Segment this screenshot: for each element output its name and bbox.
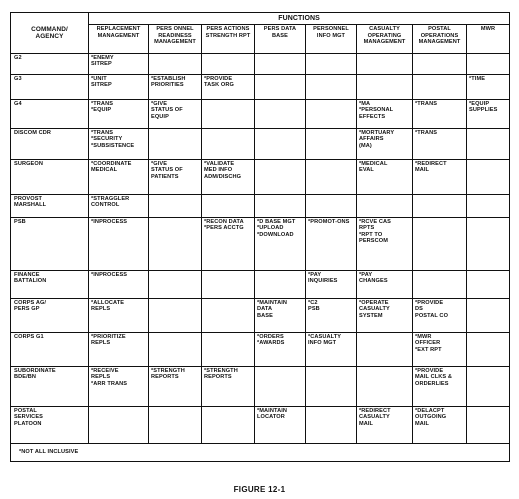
column-header (255, 25, 306, 54)
matrix-cell (89, 100, 149, 129)
matrix-cell (467, 195, 510, 218)
matrix-cell (89, 75, 149, 100)
cell-text-line: *RPT TO (359, 231, 383, 238)
cell-text-line: RPTS (359, 225, 375, 232)
cell-text-line: G3 (14, 76, 22, 82)
row-label-cell (11, 54, 89, 75)
cell-text-line: PERSCOM (359, 238, 388, 245)
matrix-cell (255, 195, 306, 218)
matrix-cell (202, 407, 255, 444)
cell-text-line: *PRIORITIZE (91, 334, 126, 340)
matrix-cell (89, 195, 149, 218)
cell-text-line: REPLS (91, 374, 111, 381)
cell-text-line: *EQUIP (91, 107, 112, 114)
footnote: *NOT ALL INCLUSIVE (11, 444, 510, 462)
cell-text-line: AFFAIRS (359, 136, 384, 143)
column-header (357, 25, 413, 54)
cell-text-line: G4 (14, 101, 22, 107)
matrix-cell (413, 195, 467, 218)
figure-caption: FIGURE 12-1 (233, 485, 286, 494)
cell-text-line: *ARR TRANS (91, 380, 128, 387)
cell-text-line: MARSHALL (14, 202, 47, 209)
cell-text-line: *PAY (359, 272, 373, 278)
row-label-cell (11, 407, 89, 444)
cell-text-line: STATUS OF (151, 167, 183, 174)
functions-header: FUNCTIONS (89, 13, 510, 25)
cell-text-line: CASUALTY (369, 26, 400, 32)
matrix-cell (255, 407, 306, 444)
cell-text-line: POSTAL (428, 26, 451, 32)
cell-text-line: DS (415, 306, 423, 313)
cell-text-line: REPORTS (204, 374, 232, 381)
matrix-cell (306, 54, 357, 75)
matrix-cell (306, 160, 357, 195)
matrix-cell (202, 100, 255, 129)
cell-text-line: FINANCE (14, 272, 40, 278)
matrix-cell (413, 75, 467, 100)
cell-text-line: OPERATIONS (420, 32, 459, 39)
matrix-cell (357, 407, 413, 444)
functions-matrix-document (10, 12, 509, 462)
row-label-cell (11, 271, 89, 299)
matrix-cell (357, 195, 413, 218)
cell-text-line: G2 (14, 55, 22, 61)
cell-text-line: *STRAGGLER (91, 196, 130, 202)
matrix-cell (306, 271, 357, 299)
matrix-cell (202, 54, 255, 75)
matrix-cell (255, 54, 306, 75)
cell-text-line: *GIVE (151, 101, 168, 107)
matrix-cell (89, 218, 149, 271)
row-label-cell (11, 218, 89, 271)
matrix-cell (306, 100, 357, 129)
table-row (11, 160, 510, 195)
matrix-cell (89, 160, 149, 195)
cell-text-line: REPLS (91, 306, 111, 313)
cell-text-line: INFO MGT (316, 32, 346, 39)
cell-text-line: *ALLOCATE (91, 300, 125, 306)
cell-text-line: *ENEMY (91, 55, 114, 61)
matrix-cell (149, 100, 202, 129)
cell-text-line: *RECON DATA (204, 219, 244, 225)
cell-text-line: *SECURITY (91, 136, 123, 143)
cell-text-line: *C2 (308, 300, 318, 306)
cell-text-line: BDE/BN (14, 374, 37, 381)
matrix-cell (467, 100, 510, 129)
cell-text-line: PERS ONNEL (156, 26, 194, 32)
matrix-cell (413, 218, 467, 271)
table-row (11, 129, 510, 160)
cell-text-line: CASUALTY (359, 414, 390, 421)
cell-text-line: SITREP (91, 61, 112, 68)
cell-text-line: *UPLOAD (257, 225, 284, 232)
cell-text-line: *STRENGTH (204, 368, 238, 374)
cell-text-line: SURGEON (14, 161, 43, 167)
table-row (11, 299, 510, 333)
cell-text-line: CORPS G1 (14, 334, 44, 340)
cell-text-line: *COORDINATE (91, 161, 132, 167)
matrix-cell (306, 218, 357, 271)
matrix-cell (467, 129, 510, 160)
cell-text-line: EQUIP (151, 113, 169, 120)
matrix-cell (357, 299, 413, 333)
matrix-cell (202, 160, 255, 195)
matrix-cell (306, 195, 357, 218)
cell-text-line: PATIENTS (151, 173, 179, 180)
cell-text-line: *TRANS (91, 130, 114, 136)
cell-text-line: *EQUIP (469, 101, 490, 107)
cell-text-line: BASE (272, 32, 288, 39)
cell-text-line: CASUALTY (359, 306, 390, 313)
cell-text-line: *TRANS (415, 130, 438, 136)
matrix-cell (89, 407, 149, 444)
cell-text-line: PERS DATA (263, 26, 297, 32)
matrix-cell (255, 333, 306, 367)
cell-text-line: (MA) (359, 142, 372, 149)
matrix-cell (413, 160, 467, 195)
cell-text-line: *PROMOT-ONS (308, 219, 350, 225)
matrix-cell (149, 333, 202, 367)
cell-text-line: EFFECTS (359, 113, 386, 120)
matrix-cell (202, 367, 255, 407)
header-row-functions (11, 13, 510, 25)
matrix-cell (467, 333, 510, 367)
matrix-cell (357, 129, 413, 160)
matrix-cell (255, 218, 306, 271)
cell-text-line: LOCATOR (257, 414, 285, 421)
functions-matrix-table (10, 12, 510, 462)
cell-text-line: READINESS (158, 32, 192, 39)
table-row (11, 271, 510, 299)
cell-text-line: PERSONNEL (313, 26, 349, 32)
row-label-cell (11, 333, 89, 367)
cell-text-line: *GIVE (151, 161, 168, 167)
cell-text-line: *STRENGTH (151, 368, 185, 374)
matrix-cell (467, 218, 510, 271)
cell-text-line: *ORDERS (257, 334, 284, 340)
cell-text-line: SITREP (91, 82, 112, 89)
matrix-cell (202, 195, 255, 218)
table-row (11, 195, 510, 218)
matrix-cell (255, 160, 306, 195)
matrix-cell (413, 100, 467, 129)
cell-text-line: *PROVIDE (415, 300, 444, 306)
cell-text-line: CORPS AG/ (14, 300, 47, 306)
cell-text-line: *SUBSISTENCE (91, 142, 135, 149)
cell-text-line: *DELACPT (415, 408, 445, 414)
row-label-cell (11, 100, 89, 129)
matrix-cell (357, 54, 413, 75)
cell-text-line: *MWR (415, 334, 432, 340)
matrix-cell (255, 271, 306, 299)
matrix-cell (306, 333, 357, 367)
cell-text-line: CONTROL (91, 202, 120, 209)
matrix-cell (89, 54, 149, 75)
matrix-cell (306, 367, 357, 407)
table-row (11, 54, 510, 75)
column-header (413, 25, 467, 54)
row-label-cell (11, 299, 89, 333)
matrix-cell (202, 129, 255, 160)
cell-text-line: OPERATING (367, 32, 402, 39)
matrix-cell (357, 218, 413, 271)
cell-text-line: MAIL (415, 167, 430, 174)
matrix-cell (357, 271, 413, 299)
cell-text-line: MWR (480, 26, 496, 32)
matrix-cell (149, 195, 202, 218)
cell-text-line: DATA (257, 306, 273, 313)
matrix-cell (413, 367, 467, 407)
row-label-cell (11, 195, 89, 218)
cell-text-line: BATTALION (14, 278, 47, 285)
matrix-cell (149, 218, 202, 271)
cell-text-line: MEDICAL (91, 167, 118, 174)
cell-text-line: PERS GP (14, 306, 40, 313)
cell-text-line: MANAGEMENT (154, 39, 196, 46)
matrix-cell (202, 271, 255, 299)
cell-text-line: *TIME (469, 76, 486, 82)
cell-text-line: PSB (308, 306, 320, 313)
row-label-cell (11, 75, 89, 100)
matrix-cell (202, 218, 255, 271)
cell-text-line: COMMAND/ (31, 25, 68, 33)
cell-text-line: *D BASE MGT (257, 219, 296, 225)
matrix-cell (467, 54, 510, 75)
cell-text-line: PROVOST (14, 196, 43, 202)
matrix-cell (202, 75, 255, 100)
cell-text-line: *REDIRECT (359, 408, 391, 414)
matrix-cell (413, 129, 467, 160)
cell-text-line: *CASUALTY (308, 334, 342, 340)
cell-text-line: REPLACEMENT (96, 26, 141, 32)
cell-text-line: STRENGTH RPT (205, 32, 251, 39)
cell-text-line: *DOWNLOAD (257, 231, 294, 238)
matrix-cell (357, 100, 413, 129)
cell-text-line: INQUIRIES (308, 278, 338, 285)
footnote-row (11, 444, 510, 462)
cell-text-line: CHANGES (359, 278, 388, 285)
cell-text-line: *MAINTAIN (257, 300, 288, 306)
matrix-cell (467, 271, 510, 299)
cell-text-line: *INPROCESS (91, 272, 128, 278)
cell-text-line: SYSTEM (359, 312, 383, 319)
cell-text-line: MAIL CLKS & (415, 374, 453, 381)
matrix-cell (306, 407, 357, 444)
matrix-cell (357, 160, 413, 195)
matrix-cell (149, 407, 202, 444)
cell-text-line: ADM/DISCHG (204, 173, 242, 180)
row-label-cell (11, 129, 89, 160)
column-header (306, 25, 357, 54)
table-row (11, 333, 510, 367)
cell-text-line: INFO MGT (308, 340, 337, 347)
matrix-cell (467, 299, 510, 333)
cell-text-line: *MEDICAL (359, 161, 388, 167)
cell-text-line: SUBORDINATE (14, 368, 56, 374)
cell-text-line: MAIL (359, 420, 374, 427)
cell-text-line: DISCOM CDR (14, 130, 52, 136)
matrix-cell (413, 299, 467, 333)
cell-text-line: TASK ORG (204, 82, 234, 89)
matrix-cell (202, 333, 255, 367)
cell-text-line: SUPPLIES (469, 107, 498, 114)
row-label-cell (11, 160, 89, 195)
matrix-cell (357, 333, 413, 367)
cell-text-line: *INPROCESS (91, 219, 128, 225)
cell-text-line: *AWARDS (257, 340, 285, 347)
matrix-cell (467, 367, 510, 407)
cell-text-line: *MORTUARY (359, 130, 395, 136)
column-header (149, 25, 202, 54)
matrix-cell (255, 100, 306, 129)
cell-text-line: *ESTABLISH (151, 76, 186, 82)
matrix-cell (467, 75, 510, 100)
cell-text-line: *RCVE CAS (359, 219, 391, 225)
matrix-cell (89, 333, 149, 367)
cell-text-line: *EXT RPT (415, 346, 442, 353)
cell-text-line: PSB (14, 219, 26, 225)
cell-text-line: *RECEIVE (91, 368, 119, 374)
matrix-cell (357, 75, 413, 100)
cell-text-line: REPLS (91, 340, 111, 347)
cell-text-line: POSTAL CO (415, 312, 449, 319)
cell-text-line: PERS ACTIONS (206, 26, 250, 32)
matrix-cell (255, 129, 306, 160)
matrix-cell (413, 333, 467, 367)
cell-text-line: OFFICER (415, 340, 441, 347)
matrix-cell (306, 129, 357, 160)
table-row (11, 100, 510, 129)
column-header (467, 25, 510, 54)
cell-text-line: MAIL (415, 420, 430, 427)
matrix-cell (413, 54, 467, 75)
cell-text-line: EVAL (359, 167, 374, 174)
cell-text-line: *REDIRECT (415, 161, 447, 167)
cell-text-line: OUTGOING (415, 414, 447, 421)
cell-text-line: REPORTS (151, 374, 179, 381)
cell-text-line: *PROVIDE (204, 76, 233, 82)
matrix-cell (255, 75, 306, 100)
command-agency-header (11, 13, 89, 54)
matrix-cell (357, 367, 413, 407)
cell-text-line: PRIORITIES (151, 82, 184, 89)
matrix-cell (255, 367, 306, 407)
cell-text-line: *VALIDATE (204, 161, 235, 167)
cell-text-line: MED INFO (204, 167, 233, 174)
cell-text-line: *TRANS (91, 101, 114, 107)
cell-text-line: MANAGEMENT (97, 32, 140, 39)
cell-text-line: MANAGEMENT (418, 39, 461, 46)
matrix-cell (202, 299, 255, 333)
matrix-cell (149, 129, 202, 160)
column-header (202, 25, 255, 54)
matrix-cell (149, 367, 202, 407)
matrix-cell (89, 299, 149, 333)
matrix-cell (149, 54, 202, 75)
table-row (11, 367, 510, 407)
table-row (11, 407, 510, 444)
matrix-cell (149, 271, 202, 299)
cell-text-line: *PAY (308, 272, 322, 278)
matrix-cell (89, 367, 149, 407)
matrix-cell (467, 407, 510, 444)
cell-text-line: *PERS ACCTG (204, 225, 244, 232)
cell-text-line: BASE (257, 312, 273, 319)
cell-text-line: MANAGEMENT (363, 39, 406, 46)
cell-text-line: *UNIT (91, 76, 107, 82)
matrix-cell (149, 160, 202, 195)
column-header (89, 25, 149, 54)
matrix-cell (149, 299, 202, 333)
matrix-cell (413, 271, 467, 299)
cell-text-line: *MA (359, 101, 371, 107)
row-label-cell (11, 367, 89, 407)
matrix-cell (467, 160, 510, 195)
cell-text-line: AGENCY (35, 33, 64, 40)
table-row (11, 75, 510, 100)
table-row (11, 218, 510, 271)
cell-text-line: ORDERLIES (415, 380, 449, 387)
matrix-cell (255, 299, 306, 333)
cell-text-line: SERVICES (14, 414, 43, 421)
cell-text-line: POSTAL (14, 408, 37, 414)
matrix-cell (149, 75, 202, 100)
cell-text-line: *MAINTAIN (257, 408, 288, 414)
matrix-cell (89, 271, 149, 299)
cell-text-line: *TRANS (415, 101, 438, 107)
matrix-cell (306, 75, 357, 100)
cell-text-line: STATUS OF (151, 107, 183, 114)
matrix-cell (413, 407, 467, 444)
cell-text-line: PLATOON (14, 420, 42, 427)
cell-text-line: *PROVIDE (415, 368, 444, 374)
matrix-cell (89, 129, 149, 160)
matrix-cell (306, 299, 357, 333)
cell-text-line: *PERSONAL (359, 107, 394, 114)
cell-text-line: *OPERATE (359, 300, 389, 306)
